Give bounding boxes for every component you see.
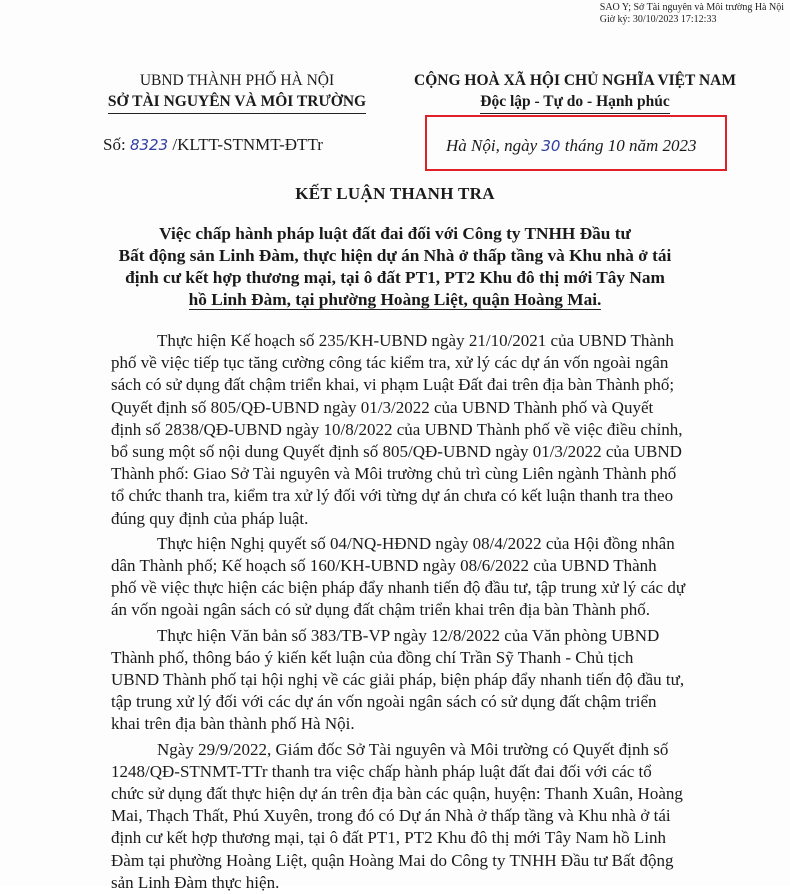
subject-line-1: Việc chấp hành pháp luật đất đai đối với Công ty TNHH Đầu tư — [159, 224, 631, 243]
national-header — [400, 70, 750, 114]
paragraph — [111, 625, 731, 736]
document-body — [111, 330, 731, 894]
paragraph-line: UBND Thành phố tại hội nghị về các giải pháp, biện pháp đẩy nhanh tiến độ đầu tư, — [111, 670, 685, 690]
subject-line-4: hồ Linh Đàm, tại phường Hoàng Liệt, quận Hoàng Mai. — [188, 290, 602, 309]
document-number-handwritten: 8323 — [129, 136, 169, 154]
document-number-suffix: /KLTT-STNMT-ĐTTr — [168, 135, 323, 154]
paragraph-line: Thành phố: Giao Sở Tài nguyên và Môi trường chủ trì cùng Liên ngành Thành phố — [111, 464, 677, 484]
paragraph-line: đúng quy định của pháp luật. — [111, 508, 309, 528]
document-number-prefix: Số: — [103, 135, 130, 154]
date-prefix: Hà Nội, ngày — [446, 136, 542, 155]
agency-header — [92, 70, 382, 114]
stamp-line-1: SAO Y; Sở Tài nguyên và Môi trường Hà Nội — [599, 2, 784, 13]
stamp-line-2: Giờ ký: 30/10/2023 17:12:33 — [599, 14, 717, 25]
document-number — [103, 135, 323, 155]
paragraph-line: Thực hiện Kế hoạch số 235/KH-UBND ngày 21/10/2021 của UBND Thành — [157, 331, 674, 350]
paragraph-line: sách có sử dụng đất chậm triển khai, vi phạm Luật Đất đai trên địa bàn Thành phố; — [111, 375, 675, 395]
paragraph-line: bổ sung một số nội dung Quyết định số 805/QĐ-UBND ngày 01/3/2022 của UBND — [111, 442, 682, 462]
subject-line-2: Bất động sản Linh Đàm, thực hiện dự án Nhà ở thấp tầng và Khu nhà ở tái — [118, 246, 672, 265]
paragraph-line: Ngày 29/9/2022, Giám đốc Sở Tài nguyên và Môi trường có Quyết định số — [157, 739, 669, 759]
paragraph — [111, 533, 731, 622]
paragraph-line: phố về việc thực hiện các biện pháp đẩy nhanh tiến độ đầu tư, tập trung xử lý các dự — [111, 578, 686, 598]
paragraph-line: phố về việc tiếp tục tăng cường công tác kiểm tra, xử lý các dự án vốn ngoài ngân — [111, 353, 669, 373]
national-motto: Độc lập - Tự do - Hạnh phúc — [480, 91, 669, 114]
paragraph-line: án vốn ngoài ngân sách có sử dụng đất chậm triển khai trên địa bàn Thành phố. — [111, 600, 651, 620]
paragraph-line: định cư kết hợp thương mại, tại ô đất PT1, PT2 Khu đô thị mới Tây Nam hồ Linh — [111, 828, 667, 848]
national-title: CỘNG HOÀ XÃ HỘI CHỦ NGHĨA VIỆT NAM — [414, 72, 736, 89]
paragraph-line: chức sử dụng đất thực hiện dự án trên địa bàn các quận, huyện: Thanh Xuân, Hoàng — [111, 784, 683, 804]
paragraph-line: Quyết định số 805/QĐ-UBND ngày 01/3/2022 của UBND Thành phố và Quyết — [111, 397, 654, 417]
paragraph-line: Đàm tại phường Hoàng Liệt, quận Hoàng Mai do Công ty TNHH Đầu tư Bất động — [111, 850, 674, 870]
paragraph-line: sản Linh Đàm thực hiện. — [111, 872, 280, 892]
agency-name: SỞ TÀI NGUYÊN VÀ MÔI TRƯỜNG — [108, 91, 366, 114]
paragraph-line: Mai, Thạch Thất, Phú Xuyên, trong đó có Dự án Nhà ở thấp tầng và Khu nhà ở tái — [111, 806, 671, 826]
paragraph-line: định số 2838/QĐ-UBND ngày 10/8/2022 của UBND Thành phố về việc điều chỉnh, — [111, 419, 683, 439]
agency-parent: UBND THÀNH PHỐ HÀ NỘI — [139, 72, 335, 89]
paragraph — [111, 330, 731, 530]
paragraph-line: Thành phố, thông báo ý kiến kết luận của đồng chí Trần Sỹ Thanh - Chủ tịch — [111, 647, 634, 667]
paragraph-line: Thực hiện Nghị quyết số 04/NQ-HĐND ngày 08/4/2022 của Hội đồng nhân — [157, 533, 675, 553]
paragraph-line: khai trên địa bàn thành phố Hà Nội. — [111, 714, 355, 734]
paragraph — [111, 739, 731, 894]
date-suffix: tháng 10 năm 2023 — [560, 136, 697, 155]
date-handwritten-day: 30 — [541, 137, 561, 155]
paragraph-line: 1248/QĐ-STNMT-TTr thanh tra việc chấp hành pháp luật đất đai đối với các tổ — [111, 761, 652, 781]
paragraph-line: tập trung xử lý đối với các dự án vốn ngoài ngân sách có sử dụng đất chậm triển — [111, 692, 657, 712]
digital-signature-stamp — [600, 2, 784, 26]
paragraph-line: Thực hiện Văn bản số 383/TB-VP ngày 12/8/2022 của Văn phòng UBND — [157, 625, 660, 645]
paragraph-line: dân Thành phố; Kế hoạch số 160/KH-UBND ngày 08/6/2022 của UBND Thành — [111, 556, 657, 576]
subject-line-3: định cư kết hợp thương mại, tại ô đất PT1, PT2 Khu đô thị mới Tây Nam — [125, 268, 665, 287]
paragraph-line: tổ chức thanh tra, kiểm tra xử lý đối với từng dự án chưa có kết luận thanh tra theo — [111, 486, 674, 506]
document-title: KẾT LUẬN THANH TRA — [295, 184, 495, 203]
document-date — [446, 136, 696, 156]
document-subject — [95, 223, 695, 311]
